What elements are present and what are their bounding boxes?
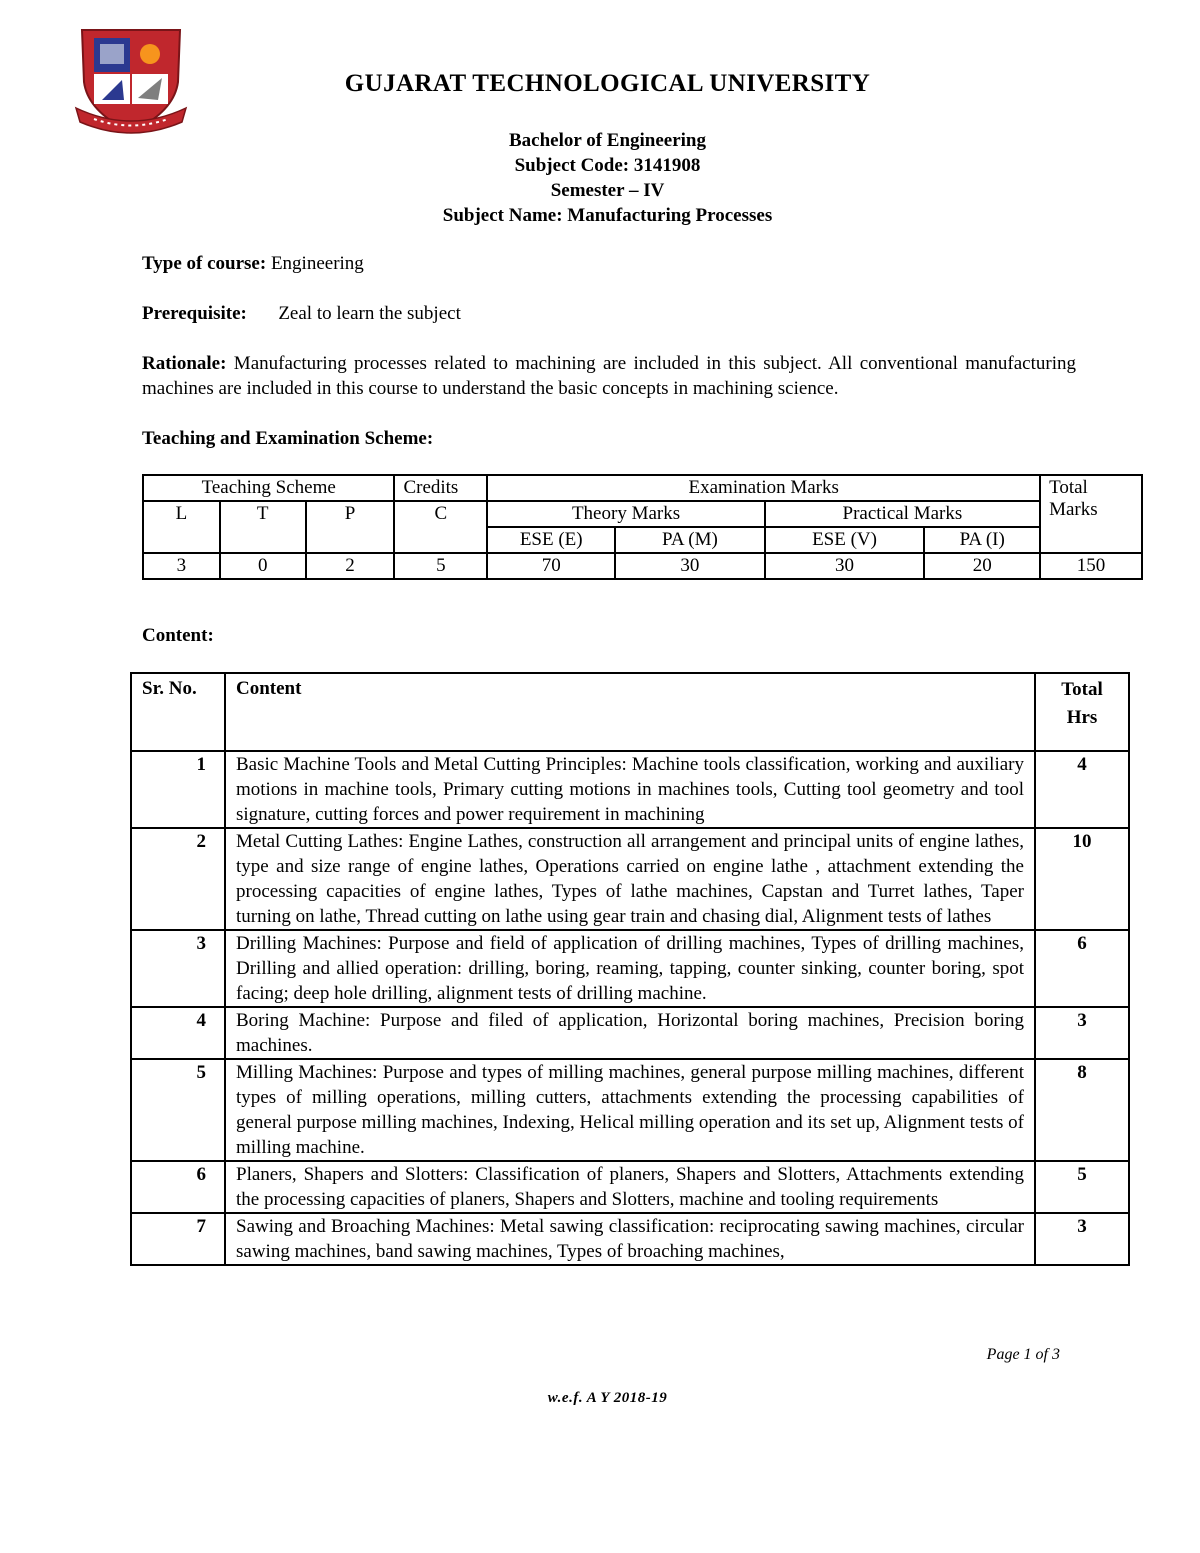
row-hrs: 8 xyxy=(1035,1059,1129,1161)
ese-v-value: 30 xyxy=(765,553,925,579)
subject-code: Subject Code: 3141908 xyxy=(514,155,701,176)
teaching-scheme-header: Teaching Scheme xyxy=(143,475,394,501)
sr-no-header: Sr. No. xyxy=(131,673,225,751)
scheme-heading: Teaching and Examination Scheme: xyxy=(142,428,434,449)
semester: Semester – IV xyxy=(550,180,665,201)
table-row xyxy=(131,751,1129,828)
rationale-label: Rationale: xyxy=(142,353,227,374)
row-text: Boring Machine: Purpose and filed of application, Horizontal boring machines, Precision boring machines. xyxy=(225,1007,1035,1059)
table-row xyxy=(131,1007,1129,1059)
course-type-value: Engineering xyxy=(270,253,364,274)
row-sr: 3 xyxy=(131,930,225,1007)
pa-m-value: 30 xyxy=(615,553,765,579)
content-col-header: Content xyxy=(225,673,1035,751)
subject-name: Subject Name: Manufacturing Processes xyxy=(442,205,773,226)
row-text: Basic Machine Tools and Metal Cutting Principles: Machine tools classification, working and auxiliary motions in machine tools, Primary cutting motions in machines tools, Cutting tool geometry and tool signature, cutting forces and power requirement in machining xyxy=(225,751,1035,828)
pa-i-header: PA (I) xyxy=(924,527,1040,553)
page-number: Page 1 of 3 xyxy=(986,1346,1060,1363)
degree: Bachelor of Engineering xyxy=(508,130,707,151)
row-text: Planers, Shapers and Slotters: Classification of planers, Shapers and Slotters, Attachments extending the processing capacities of planers, Shapers and Slotters, machine and tooling requirements xyxy=(225,1161,1035,1213)
row-sr: 1 xyxy=(131,751,225,828)
theory-marks-header: Theory Marks xyxy=(487,501,764,527)
row-sr: 7 xyxy=(131,1213,225,1265)
total-marks-header: Total Marks xyxy=(1040,475,1142,553)
p-value: 2 xyxy=(306,553,395,579)
row-hrs: 6 xyxy=(1035,930,1129,1007)
row-sr: 5 xyxy=(131,1059,225,1161)
l-value: 3 xyxy=(143,553,220,579)
prerequisite xyxy=(142,301,1076,326)
table-row xyxy=(131,1059,1129,1161)
content-heading: Content: xyxy=(142,625,214,646)
course-type-label: Type of course: xyxy=(142,253,267,274)
ese-e-header: ESE (E) xyxy=(487,527,615,553)
ese-v-header: ESE (V) xyxy=(765,527,925,553)
subject-heading-block xyxy=(0,128,1200,228)
exam-marks-header: Examination Marks xyxy=(487,475,1040,501)
prerequisite-label: Prerequisite: xyxy=(142,303,247,324)
row-sr: 2 xyxy=(131,828,225,930)
row-sr: 4 xyxy=(131,1007,225,1059)
row-text: Drilling Machines: Purpose and field of application of drilling machines, Types of drilling machines, Drilling and allied operation: drilling, boring, reaming, tapping, counter sinking, counter boring, spot facing; deep hole drilling, alignment tests of drilling machine. xyxy=(225,930,1035,1007)
course-type xyxy=(142,251,1076,276)
t-value: 0 xyxy=(220,553,306,579)
content-table xyxy=(130,672,1130,1266)
rationale-text: Manufacturing processes related to machining are included in this subject. All conventional manufacturing machines are included in this course to understand the basic concepts in machining science. xyxy=(142,353,1077,399)
table-row xyxy=(131,1213,1129,1265)
row-text: Milling Machines: Purpose and types of milling machines, general purpose milling machines, different types of milling operations, milling cutters, attachments extending the processing capabilities of general purpose milling machines, Indexing, Helical milling operation and its set up, Alignment tests of milling machine. xyxy=(225,1059,1035,1161)
row-hrs: 4 xyxy=(1035,751,1129,828)
scheme-header-row-1 xyxy=(143,475,1142,501)
total-value: 150 xyxy=(1040,553,1142,579)
total-hrs-header: Total Hrs xyxy=(1035,673,1129,751)
rationale xyxy=(142,351,1076,401)
row-text: Sawing and Broaching Machines: Metal sawing classification: reciprocating sawing machines, circular sawing machines, band sawing machines, Types of broaching machines, xyxy=(225,1213,1035,1265)
university-name: GUJARAT TECHNOLOGICAL UNIVERSITY xyxy=(344,70,871,97)
row-text: Metal Cutting Lathes: Engine Lathes, construction all arrangement and principal units of engine lathes, type and size range of engine lathes, Operations carried on engine lathe , attachment extending the processing capacities of engine lathes, Types of lathe machines, Capstan and Turret lathes, Taper turning on lathe, Thread cutting on lathe using gear train and chasing dial, Alignment tests of lathes xyxy=(225,828,1035,930)
row-sr: 6 xyxy=(131,1161,225,1213)
row-hrs: 3 xyxy=(1035,1213,1129,1265)
practical-marks-header: Practical Marks xyxy=(765,501,1040,527)
teaching-exam-scheme-table xyxy=(142,474,1143,580)
c-header: C xyxy=(394,501,487,553)
scheme-values-row xyxy=(143,553,1142,579)
table-row xyxy=(131,930,1129,1007)
table-row xyxy=(131,828,1129,930)
c-value: 5 xyxy=(394,553,487,579)
table-row xyxy=(131,1161,1129,1213)
row-hrs: 10 xyxy=(1035,828,1129,930)
pa-m-header: PA (M) xyxy=(615,527,765,553)
credits-header: Credits xyxy=(394,475,487,501)
t-header: T xyxy=(220,501,306,553)
ese-e-value: 70 xyxy=(487,553,615,579)
row-hrs: 5 xyxy=(1035,1161,1129,1213)
prerequisite-value: Zeal to learn the subject xyxy=(278,303,461,324)
scheme-header-row-2 xyxy=(143,501,1142,527)
content-header-row xyxy=(131,673,1129,751)
wef-note: w.e.f. A Y 2018-19 xyxy=(547,1390,668,1406)
pa-i-value: 20 xyxy=(924,553,1040,579)
l-header: L xyxy=(143,501,220,553)
p-header: P xyxy=(306,501,395,553)
row-hrs: 3 xyxy=(1035,1007,1129,1059)
